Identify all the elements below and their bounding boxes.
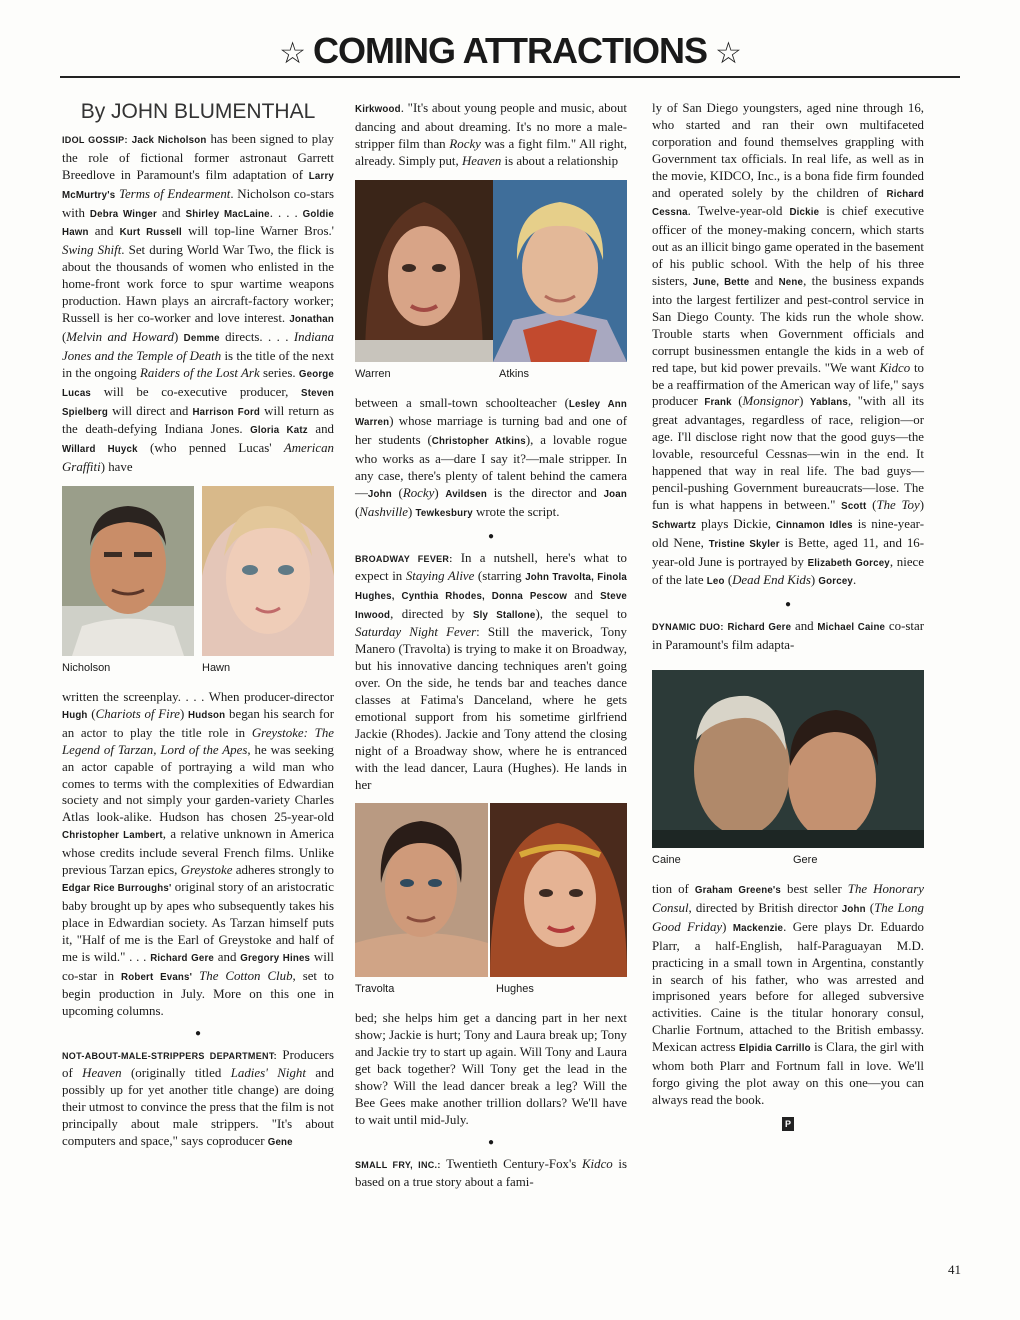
photo-travolta [355, 803, 488, 977]
star-icon: ☆ [279, 37, 306, 70]
byline: By JOHN BLUMENTHAL [80, 100, 316, 123]
section-bullet: ● [194, 1028, 202, 1040]
paragraph: tion of Graham Greene's best seller The Honorary Consul, directed by British director John (The Long Good Friday) Mackenzie. Gere plays Dr. Eduardo Plarr, a half-English, half-Paraguayan M.D. practicing in a small town in Argentina, constantly in search of his father, who was arrested and imprisoned years before for alleged subversive activities. Caine is the titular honorary consul, Charlie Fortnum, attached to the British embassy. Mexican actress Elpidia Carrillo is Clara, the girl with whom both Plarr and Fortnum fall in love. We'll forgo giving the plot away on this one—you can always read the book. [652, 882, 924, 1107]
caption-hughes: Hughes [496, 983, 534, 996]
caption-gere: Gere [793, 854, 818, 867]
column-1 [62, 100, 334, 1152]
caption-caine: Caine [652, 854, 681, 867]
caption-atkins: Atkins [499, 367, 529, 380]
column-3 [652, 100, 924, 1138]
end-mark [652, 1117, 924, 1134]
photo-atkins [493, 180, 627, 362]
section-bullet: ● [784, 599, 792, 611]
paragraph: bed; she helps him get a dancing part in her next show; Jackie is hurt; Tony and Laura break up; Tony and Jackie try to start up again. Will Tony and Laura get back together? Will Tony get the lead in the show? Will the lead dancer break a leg? Will the Bee Gees make another trillion dollars? We'll have to wait until mid-July. [355, 1011, 627, 1127]
photo-warren [355, 180, 493, 362]
star-icon: ☆ [714, 37, 741, 70]
caption-nicholson: Nicholson [62, 662, 111, 675]
paragraph: DYNAMIC DUO: Richard Gere and Michael Caine co-star in Paramount's film adapta- [652, 619, 924, 653]
section-bullet: ● [487, 1136, 495, 1148]
page-title: COMING ATTRACTIONS [313, 30, 707, 71]
page-number: 41 [948, 1262, 961, 1277]
paragraph: IDOL GOSSIP: Jack Nicholson has been signed to play the role of fictional former astronaut Garrett Breedlove in Paramount's film adaptation of Larry McMurtry's Terms of Endearment. Nicholson co-stars with Debra Winger and Shirley MacLaine. . . . Goldie Hawn and Kurt Russell will top-line Warner Bros.' Swing Shift. Set during World War Two, the flick is about the thousands of women who enlisted in the home-front work force to spur wartime weapons production. Hawn plays an aircraft-factory worker; Russell is her co-worker and love interest. Jonathan (Melvin and Howard) Demme directs. . . . Indiana Jones and the Temple of Death is the title of the next in the ongoing Raiders of the Lost Ark series. George Lucas will be co-executive producer, Steven Spielberg will direct and Harrison Ford will return as the death-defying Indiana Jones. Gloria Katz and Willard Huyck (who penned Lucas' American Graffiti) have [62, 131, 335, 475]
paragraph: written the screenplay. . . . When producer-director Hugh (Chariots of Fire) Hudson began his search for an actor to play the title role in Greystoke: The Legend of Tarzan, Lord of the Apes, he was seeking an actor capable of portraying a wild man who comes to terms with the complexities of Edwardian society and not simply your garden-variety Charles Atlas look-alike. Hudson has chosen 25-year-old Christopher Lambert, a relative unknown in America whose credits include several French films. Unlike previous Tarzan epics, Greystoke adheres strongly to Edgar Rice Burroughs' original story of an aristocratic baby brought up by apes who subsequently takes his place in Edwardian society. As Tarzan himself puts it, "Half of me is the Earl of Greystoke and half of me is wild." . . . Richard Gere and Gregory Hines will co-star in Robert Evans' The Cotton Club, set to begin production in July. More on this one in upcoming columns. [62, 690, 335, 1019]
caption-hawn: Hawn [202, 662, 231, 675]
page-header [0, 30, 1020, 80]
paragraph: SMALL FRY, INC.: Twentieth Century-Fox's Kidco is based on a true story about a fami- [355, 1156, 627, 1189]
paragraph: Kirkwood. "It's about young people and music, about dancing and about dreaming. It's no more a male-stripper film than Rocky was a fight film." All right, already. Simply put, Heaven is about a relationship [355, 101, 627, 168]
caption-travolta: Travolta [355, 983, 395, 996]
photo-captions [62, 660, 334, 677]
photo-caine-gere [652, 670, 924, 848]
photo-hughes [490, 803, 627, 977]
column-2 [355, 100, 627, 1190]
photo-captions [652, 852, 924, 869]
paragraph: BROADWAY FEVER: In a nutshell, here's what to expect in Staying Alive (starring John Travolta, Finola Hughes, Cynthia Rhodes, Donna Pescow and Steve Inwood, directed by Sly Stallone), the sequel to Saturday Night Fever: Still the maverick, Tony Manero (Travolta) is trying to make it on Broadway, but his innovative dancing techniques aren't going over. On the side, he tends bar and teaches dance classes at Fatima's Danceland, where he gets emotional support from his sometime girlfriend Jackie (Rhodes). Jackie and Tony attend the closing night of a Broadway show, where he is entranced with the lead dancer, Laura (Hughes). He lands in her [355, 550, 627, 792]
paragraph: NOT-ABOUT-MALE-STRIPPERS DEPARTMENT: Producers of Heaven (originally titled Ladies' Night and possibly up for yet another title change) are doing their utmost to convince the press that the film is not principally about male strippers. "It's about computers and space," says coproducer Gene [62, 1048, 334, 1148]
photo-hawn [202, 486, 334, 656]
photo-nicholson [62, 486, 194, 656]
photo-captions [355, 366, 627, 383]
caption-warren: Warren [355, 367, 391, 380]
paragraph: ly of San Diego youngsters, aged nine through 16, who started and ran their own multifaceted corporation and found themselves grappling with Government tax officials. In real life, as well as in the movie, KIDCO, Inc., is a bona fide firm founded and operated solely by the children of Richard Cessna. Twelve-year-old Dickie is chief executive officer of the money-making concern, which starts out as an illicit bingo game operated in the basement of his public school. With the help of his three sisters, June, Bette and Nene, the business expands into the largest fertilizer and pest-control service in San Diego County. The kids run the whole show. Trouble starts when Government officials and corrupt businessmen entangle the kids in a web of red tape, but kid power prevails. "We want Kidco to be a reaffirmation of the American way of life," says producer Frank (Monsignor) Yablans, "with all its great advantages, regardless of race, religion—or age. I'll disclose right now that the good guys—the lovable, resourceful Cessnas—win in the end. It happened that way in real life. The bad guys—pencil-pushing Government bureaucrats—lose. The fun is what happens in between." Scott (The Toy) Schwartz plays Dickie, Cinnamon Idles is nine-year-old Nene, Tristine Skyler is Bette, aged 11, and 16-year-old June is portrayed by Elizabeth Gorcey, niece of the late Leo (Dead End Kids) Gorcey. [652, 101, 925, 588]
photo-pair [355, 803, 627, 977]
header-rule [60, 76, 960, 78]
photo-single [652, 670, 924, 848]
paragraph: between a small-town schoolteacher (Lesley Ann Warren) whose marriage is turning bad and one of her students (Christopher Atkins), a lovable rogue who works as a—dare I say it?—male stripper. In any case, there's plenty of talent behind the camera—John (Rocky) Avildsen is the director and Joan (Nashville) Tewkesbury wrote the script. [355, 395, 628, 519]
playboy-logo-icon: P [782, 1117, 794, 1131]
photo-pair [355, 180, 627, 362]
section-bullet: ● [487, 530, 495, 542]
photo-captions [355, 981, 627, 998]
photo-pair [62, 486, 334, 656]
